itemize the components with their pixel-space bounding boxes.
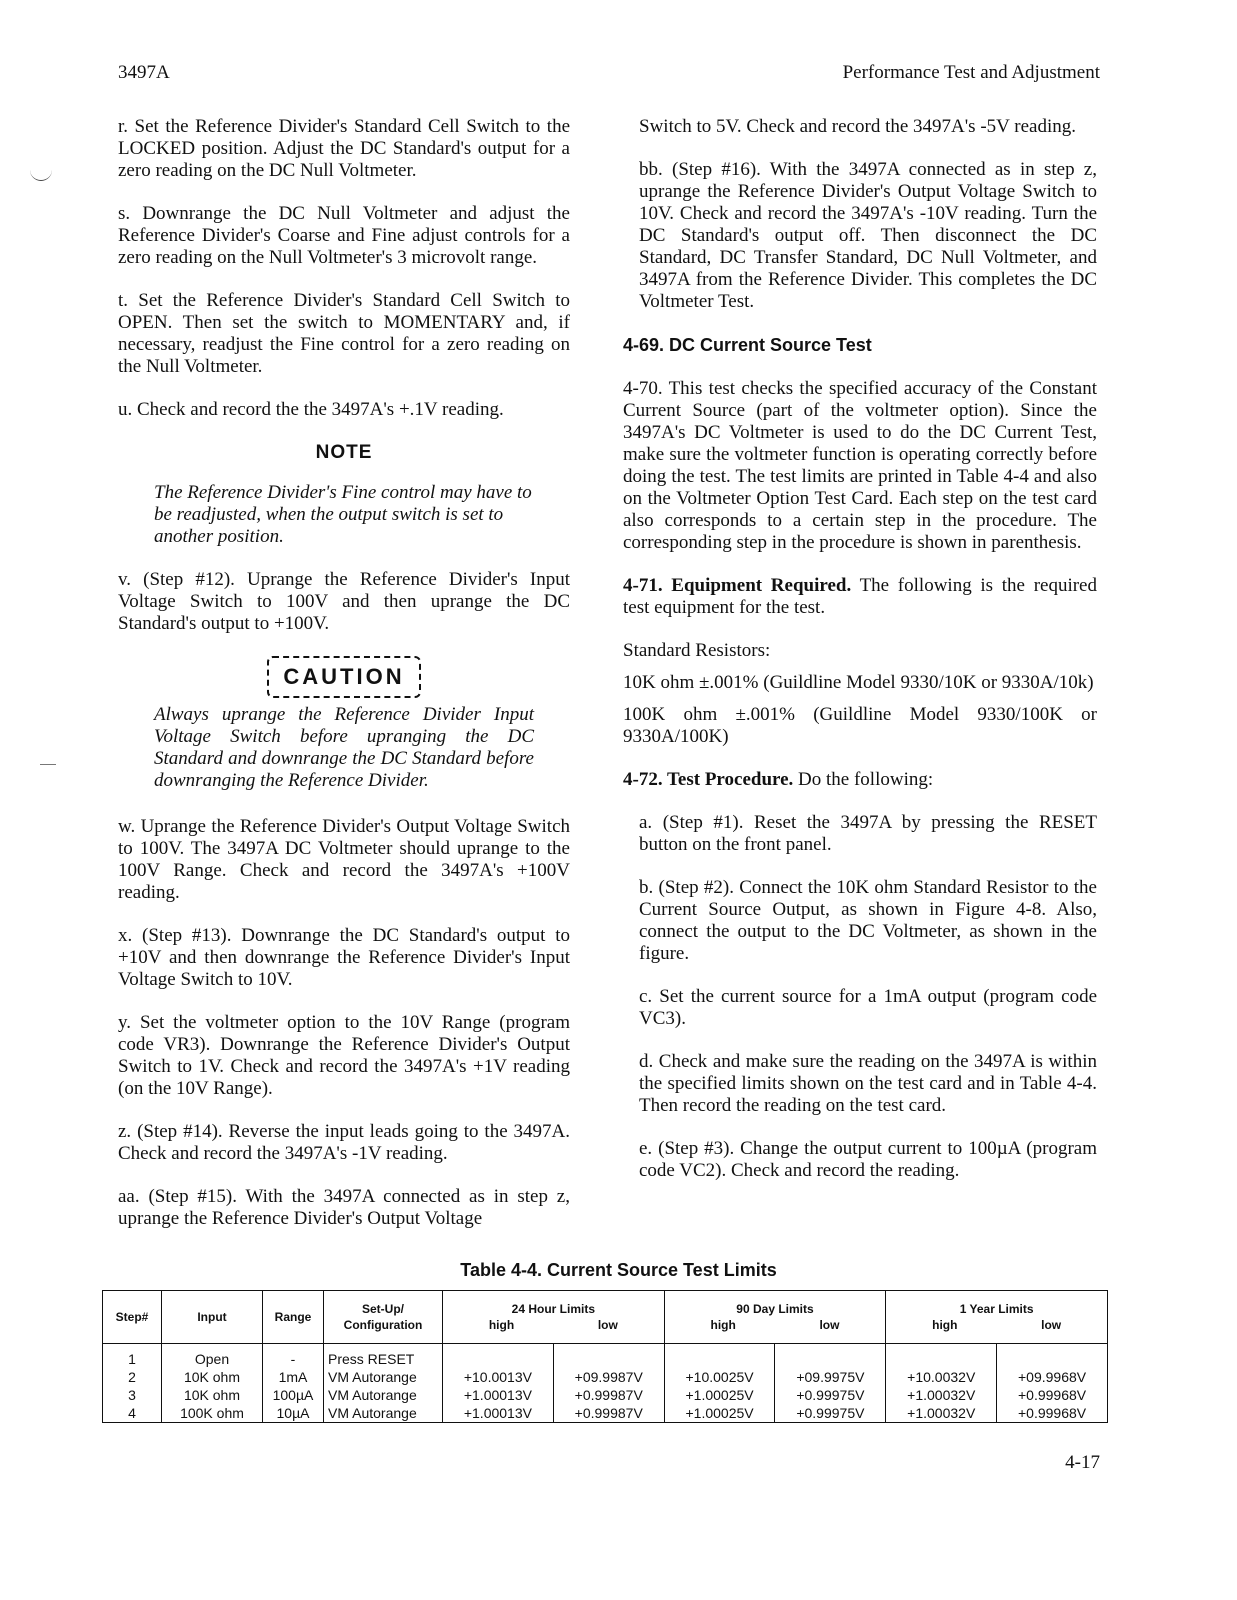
standard-resistors-label: Standard Resistors:: [623, 640, 771, 661]
current-source-limits-table: [102, 1290, 1108, 1423]
cell-1y-low: +0.99968V: [997, 1404, 1108, 1423]
cell-90-high: +1.00025V: [664, 1386, 775, 1404]
margin-mark: [40, 764, 56, 765]
caution-label: CAUTION: [267, 656, 420, 698]
cell-1y-high: +1.00032V: [886, 1386, 997, 1404]
header-step: Step#: [103, 1291, 162, 1344]
step-a: a. (Step #1). Reset the 3497A by pressing the RESET button on the front panel.: [639, 812, 1097, 855]
cell-1y-high: +1.00032V: [886, 1404, 997, 1423]
resistor-100k: 100K ohm ±.001% (Guildline Model 9330/100K or 9330A/100K): [623, 704, 1097, 747]
paragraph-4-72-title: 4-72. Test Procedure.: [623, 769, 794, 790]
cell-24-high: +10.0013V: [443, 1368, 554, 1386]
cell-1y-low: +0.99968V: [997, 1386, 1108, 1404]
header-1-year-label: 1 Year Limits: [959, 1302, 1034, 1316]
cell-input: Open: [162, 1344, 263, 1369]
cell-step: 3: [103, 1386, 162, 1404]
header-24-hour: [443, 1291, 665, 1344]
cell-24-low: [553, 1344, 664, 1369]
step-t: t. Set the Reference Divider's Standard Cell Switch to OPEN. Then set the switch to MOMENTARY and, if necessary, readjust the Fine control for a zero reading on the Null Voltmeter.: [118, 290, 570, 377]
cell-step: 4: [103, 1404, 162, 1423]
paragraph-4-70: 4-70. This test checks the specified accuracy of the Constant Current Source (part of the voltmeter option). Since the 3497A's DC Voltmeter is used to do the DC Current Test, make sure the voltmeter function is operating correctly before doing the test. The test limits are printed in Table 4-4 and also on the Voltmeter Option Test Card. Each step on the test card also corresponds to a certain step in the procedure. The corresponding step in the procedure is shown in parenthesis.: [623, 378, 1097, 553]
cell-1y-low: [997, 1344, 1108, 1369]
cell-input: 10K ohm: [162, 1386, 263, 1404]
cell-90-low: +0.99975V: [775, 1386, 886, 1404]
right-column: [623, 116, 1097, 1203]
step-b: b. (Step #2). Connect the 10K ohm Standard Resistor to the Current Source Output, as shown in Figure 4-8. Also, connect the output to the DC Voltmeter, as shown in the figure.: [639, 877, 1097, 964]
step-aa: aa. (Step #15). With the 3497A connected as in step z, uprange the Reference Divider's Output Voltage: [118, 1186, 570, 1229]
note-heading: NOTE: [315, 442, 373, 463]
header-range: Range: [263, 1291, 324, 1344]
table-row: [103, 1344, 1108, 1369]
page-number: 4-17: [1065, 1452, 1100, 1473]
header-model: 3497A: [118, 62, 170, 83]
caution-body: Always uprange the Reference Divider Input Voltage Switch before upranging the DC Standard and downrange the DC Standard before downranging the Reference Divider.: [154, 704, 534, 791]
header-1y-high: high: [932, 1318, 958, 1332]
header-setup: Set-Up/ Configuration: [324, 1291, 443, 1344]
step-w: w. Uprange the Reference Divider's Output Voltage Switch to 100V. The 3497A DC Voltmeter should uprange to the 100V Range. Check and record the 3497A's +100V reading.: [118, 816, 570, 903]
cell-24-low: +0.99987V: [553, 1386, 664, 1404]
step-r: r. Set the Reference Divider's Standard Cell Switch to the LOCKED position. Adjust the DC Standard's output for a zero reading on the DC Null Voltmeter.: [118, 116, 570, 181]
header-24-high: high: [488, 1318, 515, 1332]
cell-range: 1mA: [263, 1368, 324, 1386]
step-e: e. (Step #3). Change the output current to 100µA (program code VC2). Check and record the reading.: [639, 1138, 1097, 1181]
cell-24-high: [443, 1344, 554, 1369]
cell-24-high: +1.00013V: [443, 1404, 554, 1423]
step-c: c. Set the current source for a 1mA output (program code VC3).: [639, 986, 1097, 1029]
section-heading: 4-69. DC Current Source Test: [623, 335, 872, 355]
table-row: [103, 1404, 1108, 1423]
table-row: [103, 1386, 1108, 1404]
paragraph-4-71: [623, 575, 1097, 619]
cell-90-high: [664, 1344, 775, 1369]
step-z: z. (Step #14). Reverse the input leads going to the 3497A. Check and record the 3497A's -1V reading.: [118, 1121, 570, 1164]
cell-input: 100K ohm: [162, 1404, 263, 1423]
header-input: Input: [162, 1291, 263, 1344]
header-90-day: [664, 1291, 886, 1344]
cell-90-high: +10.0025V: [664, 1368, 775, 1386]
header-1-year: [886, 1291, 1108, 1344]
cell-range: 100µA: [263, 1386, 324, 1404]
caution-banner: [118, 656, 570, 698]
cell-1y-high: [886, 1344, 997, 1369]
header-24-hour-label: 24 Hour Limits: [511, 1302, 595, 1316]
cell-90-high: +1.00025V: [664, 1404, 775, 1423]
header-90-high: high: [710, 1318, 736, 1332]
table-header-row: [103, 1291, 1108, 1344]
header-24-low: low: [597, 1318, 618, 1332]
cell-input: 10K ohm: [162, 1368, 263, 1386]
header-1y-low: low: [1041, 1318, 1062, 1332]
left-column: [118, 116, 570, 1251]
step-x: x. (Step #13). Downrange the DC Standard's output to +10V and then downrange the Reference Divider's Input Voltage Switch to 10V.: [118, 925, 570, 990]
header-90-low: low: [819, 1318, 840, 1332]
cell-setup: Press RESET: [324, 1344, 443, 1369]
step-u: u. Check and record the the 3497A's +.1V reading.: [118, 399, 504, 420]
header-section: Performance Test and Adjustment: [842, 62, 1100, 83]
cell-range: 10µA: [263, 1404, 324, 1423]
cell-range: -: [263, 1344, 324, 1369]
step-s: s. Downrange the DC Null Voltmeter and adjust the Reference Divider's Coarse and Fine adjust controls for a zero reading on the Null Voltmeter's 3 microvolt range.: [118, 203, 570, 268]
table-title: Table 4-4. Current Source Test Limits: [460, 1260, 777, 1280]
cell-1y-high: +10.0032V: [886, 1368, 997, 1386]
cell-setup: VM Autorange: [324, 1404, 443, 1423]
cell-90-low: +0.99975V: [775, 1404, 886, 1423]
resistor-10k: 10K ohm ±.001% (Guildline Model 9330/10K or 9330A/10k): [623, 672, 1094, 693]
cell-setup: VM Autorange: [324, 1368, 443, 1386]
cell-90-low: +09.9975V: [775, 1368, 886, 1386]
paragraph-4-72-text: Do the following:: [793, 769, 934, 790]
header-90-day-label: 90 Day Limits: [736, 1302, 814, 1316]
note-body: The Reference Divider's Fine control may have to be readjusted, when the output switch is set to another position.: [154, 482, 532, 547]
step-y: y. Set the voltmeter option to the 10V Range (program code VR3). Downrange the Reference Divider's Output Switch to 1V. Check and record the 3497A's +1V reading (on the 10V Range).: [118, 1012, 570, 1099]
paragraph-4-71-title: 4-71. Equipment Required.: [623, 575, 852, 596]
cell-step: 2: [103, 1368, 162, 1386]
step-d: d. Check and make sure the reading on the 3497A is within the specified limits shown on the test card and in Table 4-4. Then record the reading on the test card.: [639, 1051, 1097, 1116]
cell-24-high: +1.00013V: [443, 1386, 554, 1404]
cell-24-low: +0.99987V: [553, 1404, 664, 1423]
margin-mark: [30, 170, 52, 181]
paragraph-4-72: [623, 769, 1097, 791]
cell-1y-low: +09.9968V: [997, 1368, 1108, 1386]
cell-24-low: +09.9987V: [553, 1368, 664, 1386]
step-aa-continued: Switch to 5V. Check and record the 3497A's -5V reading.: [639, 116, 1076, 137]
cell-90-low: [775, 1344, 886, 1369]
table-row: [103, 1368, 1108, 1386]
paragraph-4-71-text: The following is the required test equipment for the test.: [623, 575, 1097, 618]
cell-setup: VM Autorange: [324, 1386, 443, 1404]
step-bb: bb. (Step #16). With the 3497A connected as in step z, uprange the Reference Divider's Output Voltage Switch to 10V. Check and record the 3497A's -10V reading. Turn the DC Standard's output off. Then disconnect the DC Standard, DC Transfer Standard, DC Null Voltmeter, and 3497A from the Reference Divider. This completes the DC Voltmeter Test.: [639, 159, 1097, 312]
step-v: v. (Step #12). Uprange the Reference Divider's Input Voltage Switch to 100V and then uprange the DC Standard's output to +100V.: [118, 569, 570, 634]
cell-step: 1: [103, 1344, 162, 1369]
